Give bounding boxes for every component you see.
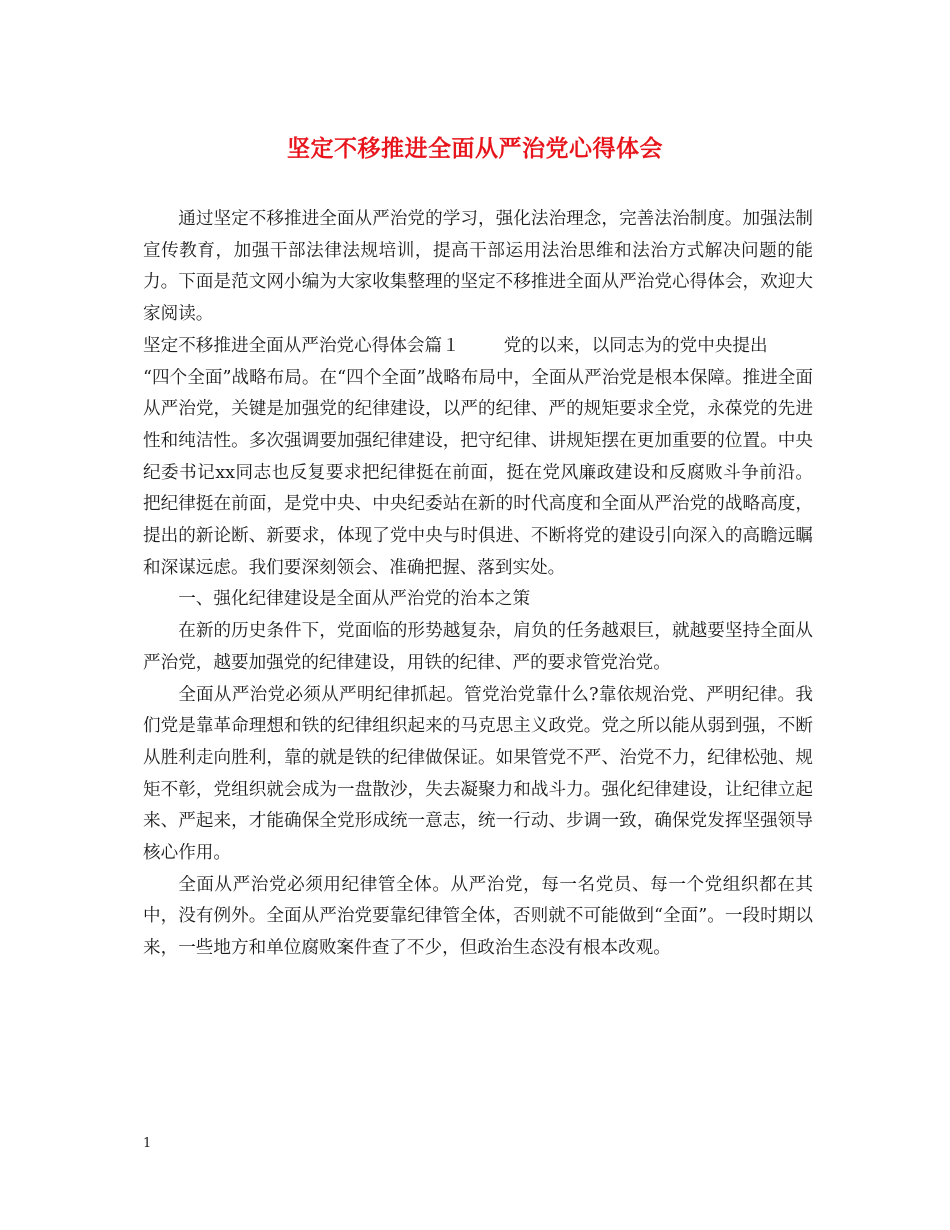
paragraph-four-comprehensives: “四个全面”战略布局。在“四个全面”战略布局中，全面从严治党是根本保障。推进全面从严治党，关键是加强党的纪律建设，以严的纪律、严的规矩要求全党，永葆党的先进性和纯洁性。多次强调要加强纪律建设，把守纪律、讲规矩摆在更加重要的位置。中央纪委书记xx同志也反复要求把纪律挺在前面，挺在党风廉政建设和反腐败斗争前沿。把纪律挺在前面，是党中央、中央纪委站在新的时代高度和全面从严治党的战略高度，提出的新论断、新要求，体现了党中央与时俱进、不断将党的建设引向深入的高瞻远瞩和深谋远虑。我们要深刻领会、准确把握、落到实处。 [143, 367, 813, 578]
intro-paragraph: 通过坚定不移推进全面从严治党的学习，强化法治理念，完善法治制度。加强法制宣传教育，加强干部法律法规培训，提高干部运用法治思维和法治方式解决问题的能力。下面是范文网小编为大家收集整理的坚定不移推进全面从严治党心得体会，欢迎大家阅读。 [143, 209, 813, 325]
chapter-lead-text: 党的以来，以同志为的党中央提出 [503, 335, 768, 356]
page-number: 1 [143, 1136, 152, 1151]
paragraph-discipline-for-all: 全面从严治党必须用纪律管全体。从严治党，每一名党员、每一个党组织都在其中，没有例外。全面从严治党要靠纪律管全体，否则就不可能做到“全面”。一段时期以来，一些地方和单位腐败案件查了不少，但政治生态没有根本改观。 [143, 874, 813, 959]
chapter-line [143, 331, 813, 363]
section-heading: 一、强化纪律建设是全面从严治党的治本之策 [178, 589, 531, 610]
paragraph-historical-conditions: 在新的历史条件下，党面临的形势越复杂，肩负的任务越艰巨，就越要坚持全面从严治党，越要加强党的纪律建设，用铁的纪律、严的要求管党治党。 [143, 621, 813, 673]
paragraph-strict-discipline: 全面从严治党必须从严明纪律抓起。管党治党靠什么?靠依规治党、严明纪律。我们党是靠革命理想和铁的纪律组织起来的马克思主义政党。党之所以能从弱到强，不断从胜利走向胜利，靠的就是铁的纪律做保证。如果管党不严、治党不力，纪律松弛、规矩不彰，党组织就会成为一盘散沙，失去凝聚力和战斗力。强化纪律建设，让纪律立起来、严起来，才能确保全党形成统一意志，统一行动、步调一致，确保党发挥坚强领导核心作用。 [143, 684, 813, 864]
chapter-heading: 坚定不移推进全面从严治党心得体会篇１ [143, 335, 460, 356]
document-title: 坚定不移推进全面从严治党心得体会 [287, 135, 663, 162]
document-body [143, 204, 813, 965]
